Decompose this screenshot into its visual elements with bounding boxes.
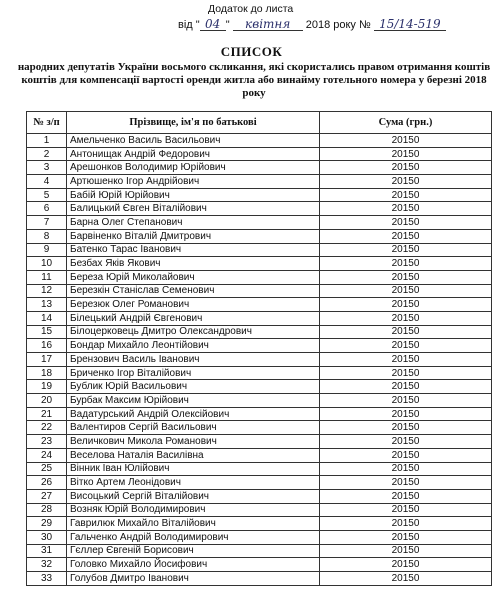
row-sum: 20150 <box>320 380 492 394</box>
table-row <box>27 134 492 148</box>
table-row <box>27 298 492 312</box>
table-row <box>27 284 492 298</box>
row-number: 17 <box>27 353 67 367</box>
row-sum: 20150 <box>320 229 492 243</box>
row-number: 27 <box>27 489 67 503</box>
row-sum: 20150 <box>320 284 492 298</box>
table-row <box>27 572 492 586</box>
row-number: 8 <box>27 229 67 243</box>
row-number: 3 <box>27 161 67 175</box>
row-number: 9 <box>27 243 67 257</box>
row-sum: 20150 <box>320 325 492 339</box>
row-number: 19 <box>27 380 67 394</box>
row-sum: 20150 <box>320 188 492 202</box>
row-sum: 20150 <box>320 503 492 517</box>
row-name: Валентиров Сергій Васильович <box>67 421 320 435</box>
table-row <box>27 380 492 394</box>
row-name: Артюшенко Ігор Андрійович <box>67 175 320 189</box>
row-sum: 20150 <box>320 462 492 476</box>
row-sum: 20150 <box>320 134 492 148</box>
row-number: 29 <box>27 517 67 531</box>
document-subtitle: народних депутатів України восьмого скликання, які скористались правом отримання коштів коштів для компенсації вартості оренди житла або винайму готельного номера у березні 2018 року <box>17 61 491 99</box>
row-sum: 20150 <box>320 394 492 408</box>
row-name: Антонищак Андрій Федорович <box>67 147 320 161</box>
table-row <box>27 366 492 380</box>
row-sum: 20150 <box>320 435 492 449</box>
row-sum: 20150 <box>320 366 492 380</box>
table-row <box>27 544 492 558</box>
row-sum: 20150 <box>320 407 492 421</box>
row-name: Барна Олег Степанович <box>67 216 320 230</box>
row-name: Гаврилюк Михайло Віталійович <box>67 517 320 531</box>
row-name: Безбах Яків Якович <box>67 257 320 271</box>
handwritten-day: 04 <box>200 18 226 31</box>
table-row <box>27 147 492 161</box>
table-row <box>27 435 492 449</box>
row-name: Барвіненко Віталій Дмитрович <box>67 229 320 243</box>
deputies-table <box>26 111 492 586</box>
row-number: 4 <box>27 175 67 189</box>
document-title: СПИСОК <box>220 44 283 59</box>
row-number: 26 <box>27 476 67 490</box>
row-sum: 20150 <box>320 517 492 531</box>
row-number: 12 <box>27 284 67 298</box>
table-row <box>27 325 492 339</box>
row-name: Бондар Михайло Леонтійович <box>67 339 320 353</box>
row-name: Амельченко Василь Васильович <box>67 134 320 148</box>
header-name: Прізвище, ім'я по батькові <box>67 112 320 134</box>
table-header-row <box>27 112 492 134</box>
row-name: Білецький Андрій Євгенович <box>67 311 320 325</box>
table-row <box>27 311 492 325</box>
row-name: Голубов Дмитро Іванович <box>67 572 320 586</box>
row-sum: 20150 <box>320 311 492 325</box>
row-name: Береза Юрій Миколайович <box>67 270 320 284</box>
row-name: Возняк Юрій Володимирович <box>67 503 320 517</box>
row-name: Головко Михайло Йосифович <box>67 558 320 572</box>
row-sum: 20150 <box>320 421 492 435</box>
year-and-number-label: 2018 року № <box>305 19 371 31</box>
row-number: 21 <box>27 407 67 421</box>
table-row <box>27 558 492 572</box>
row-sum: 20150 <box>320 147 492 161</box>
table-row <box>27 229 492 243</box>
row-name: Бриченко Ігор Віталійович <box>67 366 320 380</box>
table-row <box>27 161 492 175</box>
table-row <box>27 257 492 271</box>
row-name: Гальченко Андрій Володимирович <box>67 530 320 544</box>
appendix-label: Додаток до листа <box>208 3 294 15</box>
row-name: Білоцерковець Дмитро Олександрович <box>67 325 320 339</box>
handwritten-number: 15/14-519 <box>374 18 446 31</box>
row-name: Бурбак Максим Юрійович <box>67 394 320 408</box>
row-number: 22 <box>27 421 67 435</box>
row-sum: 20150 <box>320 243 492 257</box>
table-row <box>27 175 492 189</box>
row-sum: 20150 <box>320 476 492 490</box>
row-sum: 20150 <box>320 339 492 353</box>
row-sum: 20150 <box>320 257 492 271</box>
row-sum: 20150 <box>320 270 492 284</box>
row-name: Бабій Юрій Юрійович <box>67 188 320 202</box>
row-name: Балицький Євген Віталійович <box>67 202 320 216</box>
row-number: 10 <box>27 257 67 271</box>
table-row <box>27 462 492 476</box>
table-row <box>27 188 492 202</box>
table-row <box>27 517 492 531</box>
row-number: 14 <box>27 311 67 325</box>
row-sum: 20150 <box>320 544 492 558</box>
table-row <box>27 530 492 544</box>
row-sum: 20150 <box>320 572 492 586</box>
row-name: Висоцький Сергій Віталійович <box>67 489 320 503</box>
row-sum: 20150 <box>320 448 492 462</box>
row-name: Вадатурський Андрій Олексійович <box>67 407 320 421</box>
row-sum: 20150 <box>320 175 492 189</box>
header-sum: Сума (грн.) <box>320 112 492 134</box>
row-name: Батенко Тарас Іванович <box>67 243 320 257</box>
row-number: 15 <box>27 325 67 339</box>
table-row <box>27 270 492 284</box>
row-number: 13 <box>27 298 67 312</box>
table-row <box>27 339 492 353</box>
table-row <box>27 394 492 408</box>
row-name: Гєллер Євгеній Борисович <box>67 544 320 558</box>
row-number: 30 <box>27 530 67 544</box>
row-sum: 20150 <box>320 216 492 230</box>
row-number: 2 <box>27 147 67 161</box>
row-number: 6 <box>27 202 67 216</box>
letter-reference: від " 04 " квітня 2018 року № 15/14-519 <box>178 18 446 31</box>
row-sum: 20150 <box>320 161 492 175</box>
row-number: 16 <box>27 339 67 353</box>
table-row <box>27 476 492 490</box>
header-number: № з/п <box>27 112 67 134</box>
row-number: 25 <box>27 462 67 476</box>
table-row <box>27 503 492 517</box>
table-row <box>27 202 492 216</box>
table-row <box>27 353 492 367</box>
table-row <box>27 216 492 230</box>
row-number: 33 <box>27 572 67 586</box>
row-number: 18 <box>27 366 67 380</box>
row-number: 23 <box>27 435 67 449</box>
row-sum: 20150 <box>320 489 492 503</box>
row-sum: 20150 <box>320 353 492 367</box>
row-name: Вітко Артем Леонідович <box>67 476 320 490</box>
row-name: Брензович Василь Іванович <box>67 353 320 367</box>
table-row <box>27 243 492 257</box>
row-name: Веселова Наталія Василівна <box>67 448 320 462</box>
row-name: Бублик Юрій Васильович <box>67 380 320 394</box>
table-row <box>27 448 492 462</box>
handwritten-month: квітня <box>233 18 303 31</box>
row-number: 1 <box>27 134 67 148</box>
row-number: 7 <box>27 216 67 230</box>
row-number: 28 <box>27 503 67 517</box>
row-number: 11 <box>27 270 67 284</box>
row-sum: 20150 <box>320 202 492 216</box>
row-name: Березюк Олег Романович <box>67 298 320 312</box>
row-name: Вінник Іван Юлійович <box>67 462 320 476</box>
table-row <box>27 407 492 421</box>
row-sum: 20150 <box>320 558 492 572</box>
row-name: Арешонков Володимир Юрійович <box>67 161 320 175</box>
row-sum: 20150 <box>320 298 492 312</box>
row-number: 24 <box>27 448 67 462</box>
row-number: 32 <box>27 558 67 572</box>
date-prefix: від <box>178 19 193 31</box>
table-row <box>27 489 492 503</box>
table-row <box>27 421 492 435</box>
row-sum: 20150 <box>320 530 492 544</box>
row-name: Березкін Станіслав Семенович <box>67 284 320 298</box>
row-number: 20 <box>27 394 67 408</box>
row-number: 31 <box>27 544 67 558</box>
row-number: 5 <box>27 188 67 202</box>
row-name: Величкович Микола Романович <box>67 435 320 449</box>
